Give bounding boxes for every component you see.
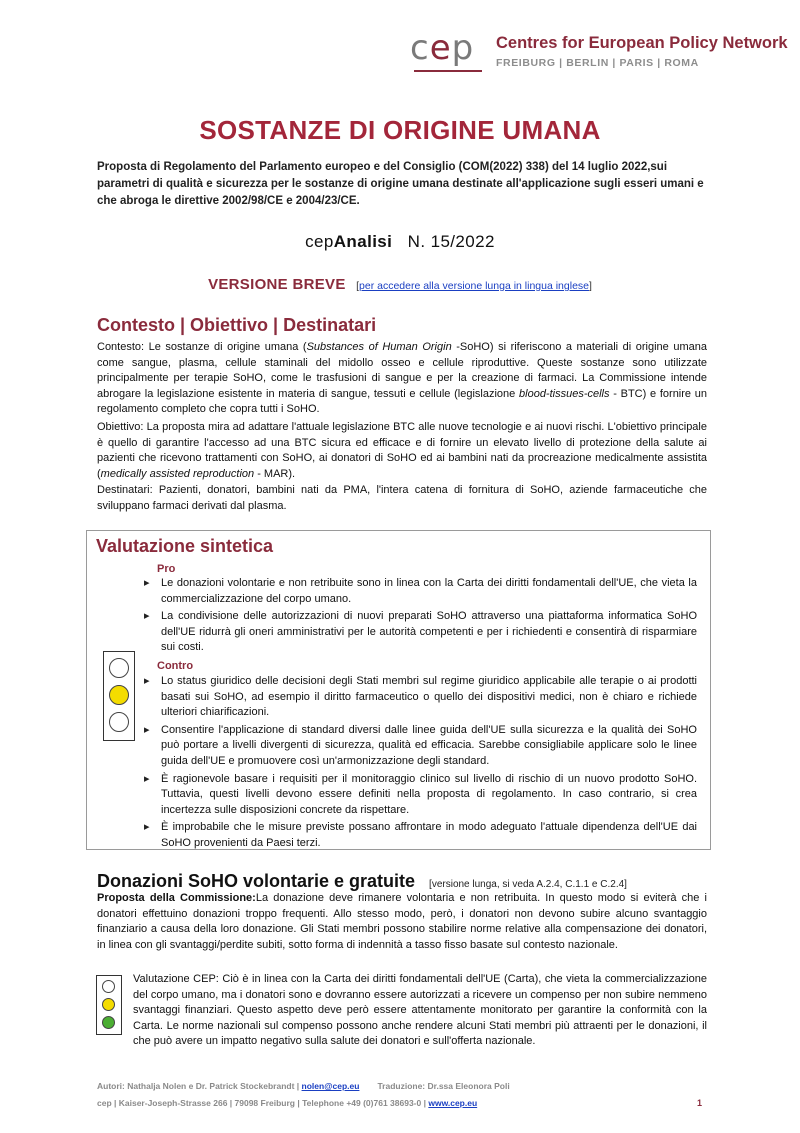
pro-item: ▸ Le donazioni volontarie e non retribuite sono in linea con la Carta dei diritti fondamentali dell'UE, che vieta la commercializzazione del corpo umano. [142, 576, 697, 607]
logo-underline [414, 70, 482, 72]
traffic-light-yellow-green-icon [96, 975, 122, 1035]
assessment-heading: Valutazione sintetica [96, 536, 274, 556]
analysis-prefix: cep [305, 232, 334, 251]
cep-logo: cep [410, 28, 475, 68]
contro-item: ▸ È ragionevole basare i requisiti per il monitoraggio clinico sul livello di rischio di un nuovo prodotto SoHO. Tuttavia, questi livelli devono essere definiti nella proposta di regolamento. In caso contrario, si crea incertezza sulle disposizioni concrete da rispettare. [142, 772, 697, 819]
assessment-box [86, 530, 711, 850]
contro-item: ▸ È improbabile che le misure previste possano affrontare in modo adeguato l'attuale dipendenza dell'UE dai SoHO provenienti da Paesi terzi. [142, 820, 697, 851]
proposal-paragraph [97, 891, 707, 953]
bracket-close: ] [589, 280, 592, 292]
network-name: Centres for European Policy Network [496, 34, 788, 52]
author-email-link[interactable]: nolen@cep.eu [301, 1081, 360, 1091]
proposal-label: Proposta della Commissione: [97, 892, 256, 904]
context-text-c: - BTC) e fornire un regolamento completo che copra tutti i SoHO. [97, 387, 707, 416]
objective-text-b: - MAR). [254, 467, 296, 480]
proposal-text: La donazione deve rimanere volontaria e non retribuita. In questo modo si eviterà che i donatori effettuino donazioni troppo frequenti. Allo stesso modo, però, i donatori non devono subire alcuno svantaggio finanziario a causa della loro donazione. Gli Stati membri possono stabilire norme relative alla compensazione dei donatori, in linea con gli svantaggi/perdite subiti, sotto forma di indennità a tasso fisso basate sul contesto nazionale. [97, 892, 707, 951]
traffic-light-yellow-icon [103, 651, 135, 741]
analysis-no: N. 15/2022 [407, 232, 495, 251]
lamp-red-off [109, 658, 129, 678]
context-label: Contesto: [97, 341, 145, 353]
authors-text: Autori: Nathalja Nolen e Dr. Patrick Stockebrandt | [97, 1081, 302, 1091]
version-label: VERSIONE BREVE [208, 276, 346, 293]
lamp-green-off [109, 712, 129, 732]
pro-item: ▸ La condivisione delle autorizzazioni di nuovi preparati SoHO attraverso una piattaforma informatica SoHO dell'UE ridurrà gli oneri amministrativi per le autorità competenti e per i richiedenti e consentirà di risparmiare sui costi. [142, 609, 697, 656]
context-paragraph [97, 340, 707, 418]
document-subtitle: Proposta di Regolamento del Parlamento europeo e del Consiglio (COM(2022) 338) del 14 luglio 2022,sui parametri di qualità e sicurezza per le sostanze di origine umana destinate all'applicazione sugli esseri umani e che abroga le direttive 2002/98/CE e 2004/23/CE. [97, 161, 704, 207]
long-version-link[interactable]: per accedere alla versione lunga in lingua inglese [359, 280, 590, 292]
analysis-number [0, 232, 800, 252]
objective-label: Obiettivo: [97, 421, 144, 433]
objective-text-a: La proposta mira ad adattare l'attuale legislazione BTC alle nuove tecnologie e ai nuovi rischi. L'obiettivo principale è quello di garantire l'accesso ad una BTC sicura ed efficace e di fornire un elevato livello di protezione della salute ai pazienti che ricevono trattamenti con SoHO, ai donatori di SoHO ed ai bambini nati da procreazione medicalmente assistita ( [97, 421, 707, 480]
contro-label: Contro [157, 660, 194, 672]
translation-text: Traduzione: Dr.ssa Eleonora Poli [377, 1081, 510, 1091]
cep-assessment-paragraph [133, 972, 707, 1050]
address-text: cep | Kaiser-Joseph-Strasse 266 | 79098 Freiburg | Telephone +49 (0)761 38693-0 | [97, 1098, 429, 1108]
version-link-wrapper [356, 280, 592, 292]
objective-paragraph [97, 420, 707, 482]
header [410, 28, 788, 80]
website-link[interactable]: www.cep.eu [428, 1098, 478, 1108]
lamp-yellow-on [102, 998, 115, 1011]
analysis-name: Analisi [333, 232, 393, 251]
lamp-red-off [102, 980, 115, 993]
objective-em: medically assisted reproduction [100, 467, 255, 480]
page-number: 1 [697, 1098, 703, 1108]
donations-title: Donazioni SoHO volontarie e gratuite [97, 871, 416, 891]
bracket-open: [ [356, 280, 360, 292]
cep-assessment-label: Valutazione CEP: [133, 973, 219, 985]
recipients-paragraph [97, 483, 707, 514]
pro-label: Pro [157, 563, 176, 575]
context-text-b: -SoHO) si riferiscono a materiali di origine umana come sangue, plasma, cellule staminali del midollo osseo e cellule riproduttive. Queste sostanze sono utilizzate principalmente per terapie SoHO, come le trasfusioni di sangue e per la creazione di farmaci. La Commissione intende abrogare la legislazione esistente in materia di sangue, tessuti e cellule (legislazione [97, 341, 707, 400]
donations-heading [97, 871, 627, 892]
contro-list [142, 674, 697, 854]
donations-ref: [versione lunga, si veda A.2.4, C.1.1 e C.2.4] [429, 879, 627, 890]
cep-assessment-text: Ciò è in linea con la Carta dei diritti fondamentali dell'UE (Carta), che vieta la commercializzazione del corpo umano, ma i donatori sono e dovranno essere autorizzati a ricevere un compenso per non subire nemmeno svantaggi finanziari. Questo aspetto deve però essere attentamente monitorato per garantire la conformità con la Carta. Le norme nazionali sul compenso possono anche rendere alcuni Stati membri più attraenti per le donazioni, il che può avere un impatto negativo sulla salute dei donatori e sull'offerta nazionale. [133, 973, 707, 1048]
version-line [0, 276, 800, 294]
document-title: SOSTANZE DI ORIGINE UMANA [199, 115, 601, 145]
recipients-label: Destinatari: [97, 484, 153, 496]
recipients-text: Pazienti, donatori, bambini nati da PMA, l'intera catena di fornitura di SoHO, aziende farmaceutiche che sviluppano farmaci derivati dal plasma. [97, 484, 707, 512]
context-em2: blood-tissues-cells [519, 387, 610, 400]
context-em: Substances of Human Origin [306, 341, 452, 353]
pro-list [142, 576, 697, 658]
footer-authors [97, 1081, 717, 1091]
context-text-a: Le sostanze di origine umana ( [144, 341, 307, 353]
network-cities: FREIBURG | BERLIN | PARIS | ROMA [496, 57, 699, 69]
lamp-green-on [102, 1016, 115, 1029]
footer-address [97, 1098, 717, 1108]
lamp-yellow-on [109, 685, 129, 705]
contro-item: ▸ Lo status giuridico delle decisioni degli Stati membri sul regime giuridico applicabile alle terapie o ai prodotti basati sui SoHO, ad esempio il diritto farmaceutico o quello dei dispositivi medici, non è chiaro e richiede ulteriori chiarificazioni. [142, 674, 697, 721]
context-heading: Contesto | Obiettivo | Destinatari [97, 315, 377, 335]
contro-item: ▸ Consentire l'applicazione di standard diversi dalle linee guida dell'UE sulla sicurezza e la qualità dei SoHO può portare a livelli divergenti di sicurezza, qualità ed efficacia. Sarebbe consigliabile applicare solo le linee guida dell'UE e promuovere così un'armonizzazione degli standard. [142, 723, 697, 770]
